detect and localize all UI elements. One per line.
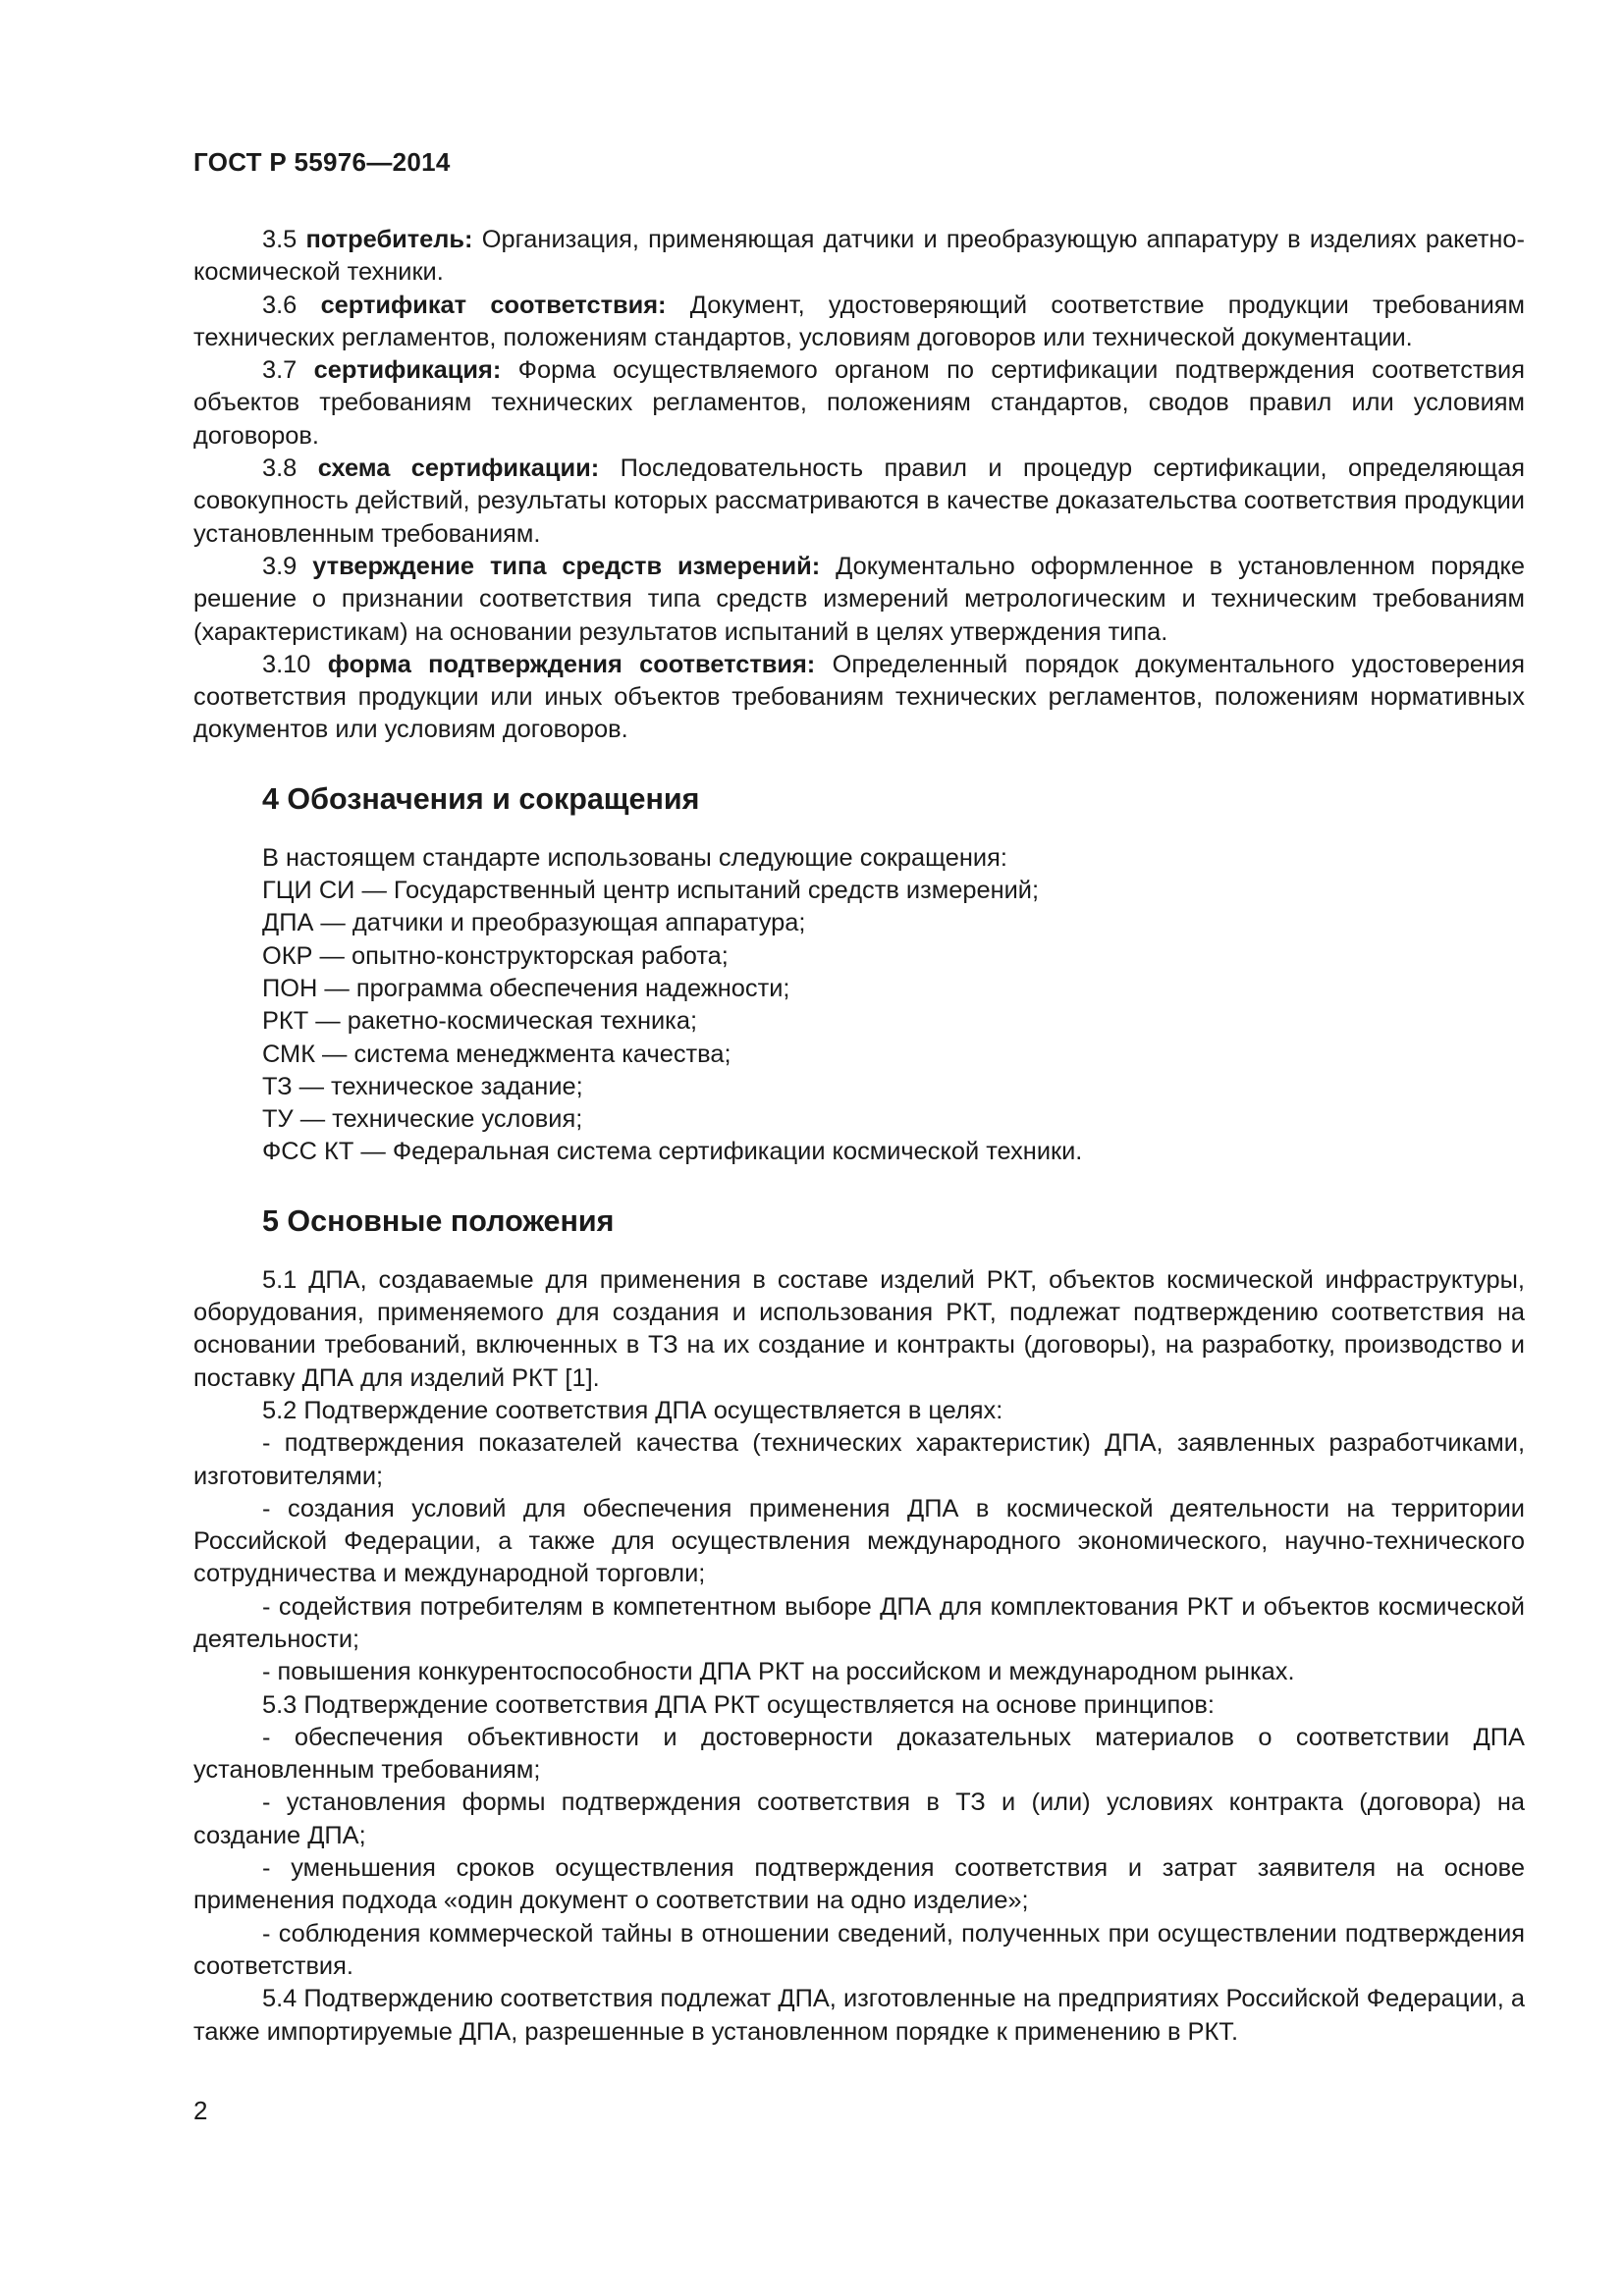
paragraph: 5.1 ДПА, создаваемые для применения в составе изделий РКТ, объектов космической инфраструктуры, оборудования, применяемого для создания и использования РКТ, подлежат подтверждению соответствия на основании требований, включенных в ТЗ на их создание и контракты (договоры), на разработку, производство и поставку ДПА для изделий РКТ [1]. bbox=[193, 1265, 1525, 1392]
list-item: - содействия потребителям в компетентном выборе ДПА для комплектования РКТ и объектов космической деятельности; bbox=[193, 1592, 1525, 1653]
term-definition bbox=[193, 453, 1525, 551]
abbreviation-item: РКТ — ракетно-космическая техника; bbox=[262, 1007, 698, 1036]
paragraph: 5.3 Подтверждение соответствия ДПА РКТ осуществляется на основе принципов: bbox=[262, 1690, 1215, 1719]
abbreviation-item: ДПА — датчики и преобразующая аппаратура; bbox=[262, 909, 806, 937]
paragraph: 5.4 Подтверждению соответствия подлежат ДПА, изготовленные на предприятиях Российской Федерации, а также импортируемые ДПА, разрешенные в установленном порядке к применению в РКТ. bbox=[193, 1985, 1525, 2046]
list-item: - создания условий для обеспечения применения ДПА в космической деятельности на территории Российской Федерации, а также для осуществления международного экономического, научно-технического сотрудничества и международной торговли; bbox=[193, 1494, 1525, 1588]
abbreviation-item: ТЗ — техническое задание; bbox=[262, 1072, 583, 1100]
term-text: Организация, применяющая датчики и преобразующую аппаратуру в изделиях ракетно-космической техники. bbox=[193, 226, 1526, 287]
list-item: - установления формы подтверждения соответствия в ТЗ и (или) условиях контракта (договора) на создание ДПА; bbox=[193, 1789, 1525, 1849]
term-text: Документ, удостоверяющий соответствие продукции требованиям технических регламентов, положениям стандартов, условиям договоров или технической документации. bbox=[193, 291, 1525, 351]
abbreviation-item: ОКР — опытно-конструкторская работа; bbox=[262, 941, 729, 970]
paragraph: 5.2 Подтверждение соответствия ДПА осуществляется в целях: bbox=[262, 1396, 1003, 1424]
term-name: схема сертификации: bbox=[317, 454, 600, 483]
document-header: ГОСТ Р 55976—2014 bbox=[193, 147, 451, 177]
section-4-heading: 4 Обозначения и сокращения bbox=[262, 781, 700, 816]
term-number: 3.8 bbox=[262, 454, 298, 483]
term-number: 3.7 bbox=[262, 356, 298, 385]
section-5-body bbox=[193, 1264, 1525, 2049]
term-name: потребитель: bbox=[305, 226, 473, 253]
term-definition bbox=[193, 551, 1525, 649]
term-text: Форма осуществляемого органом по сертификации подтверждения соответствия объектов требованиям технических регламентов, положениям стандартов, сводов правил или условиям договоров. bbox=[193, 356, 1525, 450]
list-item: - обеспечения объективности и достоверности доказательных материалов о соответствии ДПА установленным требованиям; bbox=[193, 1723, 1525, 1785]
abbreviations-list bbox=[193, 842, 1525, 1169]
term-number: 3.10 bbox=[262, 650, 311, 678]
term-name: сертификация: bbox=[313, 356, 502, 385]
list-item: - подтверждения показателей качества (технических характеристик) ДПА, заявленных разработчиками, изготовителями; bbox=[193, 1429, 1525, 1490]
term-text: Определенный порядок документального удостоверения соответствия продукции или иных объектов требованиям технических регламентов, положениям нормативных документов или условиям договоров. bbox=[193, 650, 1525, 744]
page-content bbox=[193, 224, 1525, 2049]
abbreviation-item: СМК — система менеджмента качества; bbox=[262, 1040, 731, 1068]
abbreviation-item: ФСС КТ — Федеральная система сертификации космической техники. bbox=[262, 1138, 1083, 1166]
term-definition bbox=[193, 354, 1525, 453]
term-number: 3.6 bbox=[262, 291, 298, 319]
list-item: - уменьшения сроков осуществления подтверждения соответствия и затрат заявителя на основе применения подхода «один документ о соответствии на одно изделие»; bbox=[193, 1854, 1525, 1915]
abbreviations-intro: В настоящем стандарте использованы следующие сокращения: bbox=[262, 843, 1007, 872]
list-item: - соблюдения коммерческой тайны в отношении сведений, полученных при осуществлении подтверждения соответствия. bbox=[193, 1919, 1525, 1980]
page-number: 2 bbox=[193, 2096, 208, 2125]
term-number: 3.5 bbox=[262, 226, 298, 253]
term-name: форма подтверждения соответствия: bbox=[327, 650, 816, 678]
term-definition bbox=[193, 290, 1525, 355]
list-item: - повышения конкурентоспособности ДПА РКТ на российском и международном рынках. bbox=[262, 1658, 1295, 1686]
term-name: сертификат соответствия: bbox=[320, 291, 667, 319]
term-definition bbox=[193, 224, 1525, 290]
section-5-heading: 5 Основные положения bbox=[262, 1203, 615, 1238]
term-number: 3.9 bbox=[262, 552, 298, 580]
abbreviation-item: ПОН — программа обеспечения надежности; bbox=[262, 974, 790, 1002]
term-name: утверждение типа средств измерений: bbox=[312, 552, 821, 580]
abbreviation-item: ТУ — технические условия; bbox=[262, 1105, 583, 1134]
term-text: Последовательность правил и процедур сертификации, определяющая совокупность действий, результаты которых рассматриваются в качестве доказательства соответствия продукции установленным требованиям. bbox=[193, 454, 1525, 548]
term-definition bbox=[193, 649, 1525, 747]
terms-list bbox=[193, 224, 1525, 747]
abbreviation-item: ГЦИ СИ — Государственный центр испытаний средств измерений; bbox=[262, 877, 1040, 905]
term-text: Документально оформленное в установленном порядке решение о признании соответствия типа средств измерений метрологическим и техническим требованиям (характеристикам) на основании результатов испытаний в целях утверждения типа. bbox=[193, 552, 1525, 646]
